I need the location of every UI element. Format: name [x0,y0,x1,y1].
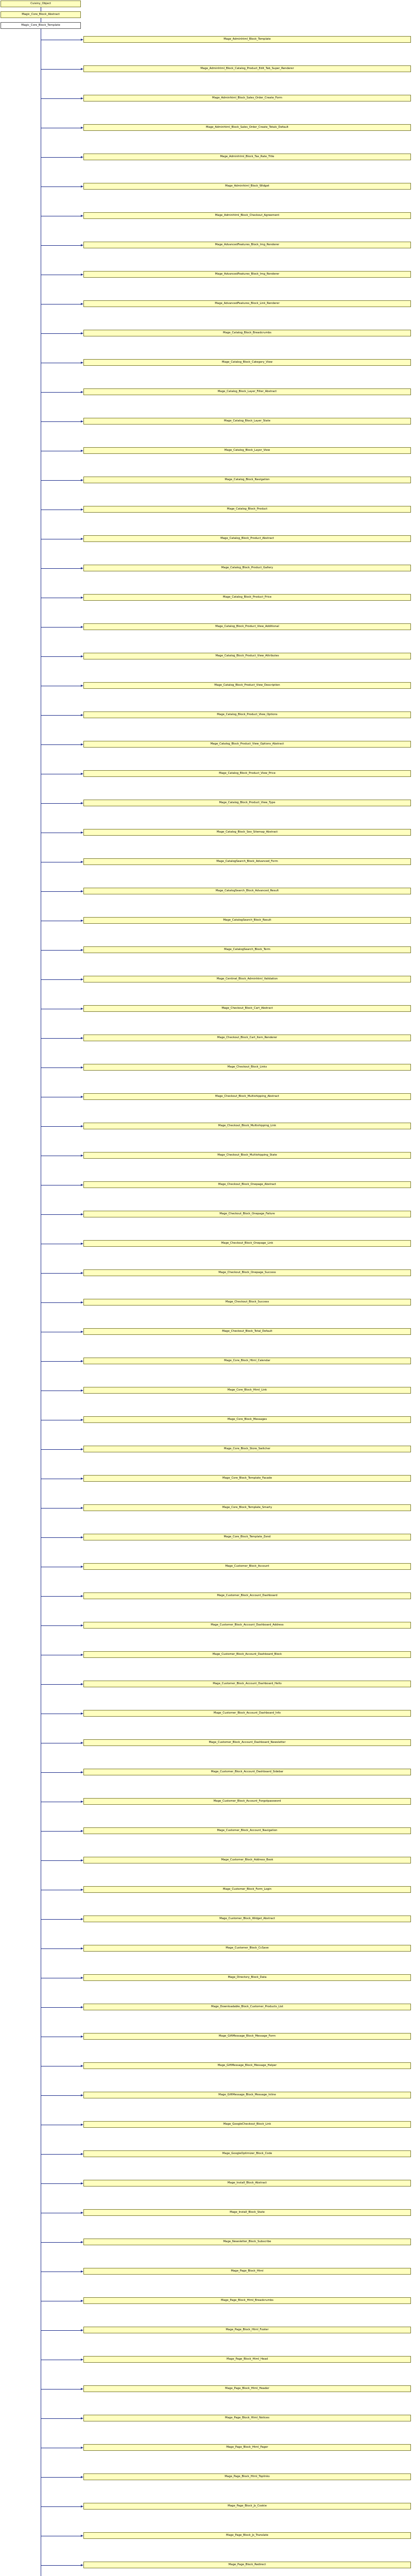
chain-class-box: Magic_Core_Block_Template [1,22,81,29]
child-class-box: Mage_Catalog_Block_Product_Gallery [83,565,411,571]
child-class-box: Mage_Adminhtml_Block_Sales_Order_Create_Totals_Default [83,124,411,131]
child-class-box: Mage_Page_Block_Redirect [83,2562,411,2568]
inheritance-connector [41,245,81,246]
inheritance-arrow-icon [81,2036,83,2038]
inheritance-connector [41,1537,81,1538]
child-class-box: Mage_Core_Block_Template_Facade [83,1475,411,1482]
child-class-box: Mage_Install_Block_State [83,2209,411,2216]
inheritance-arrow-icon [81,1859,83,1861]
inheritance-arrow-icon [81,68,83,70]
child-class-box: Mage_Page_Block_Html_Footer [83,2327,411,2333]
inheritance-arrow-icon [81,1624,83,1626]
inheritance-arrow-icon [81,2564,83,2566]
inheritance-arrow-icon [81,2505,83,2507]
child-class-box: Mage_Customer_Block_Account_Dashboard_Hello [83,1681,411,1687]
inheritance-arrow-icon [81,1742,83,1744]
child-class-box: Mage_Checkout_Block_Multishipping_Link [83,1123,411,1129]
inheritance-arrow-icon [81,2417,83,2419]
child-class-box: Mage_Install_Block_Abstract [83,2180,411,2187]
inheritance-arrow-icon [81,597,83,599]
inheritance-arrow-icon [81,1507,83,1509]
child-class-box: Mage_GiftMessage_Block_Message_Inline [83,2092,411,2098]
inheritance-arrow-icon [81,2359,83,2361]
inheritance-connector [41,333,81,334]
inheritance-arrow-icon [81,362,83,364]
child-class-box: Mage_AdvancedFeatures_Block_Img_Renderer [83,242,411,248]
inheritance-arrow-icon [81,2535,83,2537]
child-class-box: Mage_Downloadable_Block_Customer_Products_List [83,2004,411,2010]
child-class-box: Mage_Centinel_Block_Adminhtml_Validation [83,976,411,982]
inheritance-connector [41,891,81,892]
inheritance-connector [41,1596,81,1597]
child-class-box: Mage_Catalog_Block_Product_View_Price [83,770,411,777]
child-class-box: Mage_Customer_Block_Account_Dashboard_Block [83,1651,411,1658]
inheritance-arrow-icon [81,685,83,687]
child-class-box: Mage_Adminhtml_Block_Widget [83,183,411,190]
inheritance-arrow-icon [81,920,83,922]
child-class-box: Mage_Checkout_Block_Links [83,1064,411,1071]
child-class-box: Mage_Core_Block_Html_Calendar [83,1358,411,1364]
inheritance-arrow-icon [81,773,83,775]
inheritance-arrow-icon [81,97,83,99]
inheritance-arrow-icon [81,1213,83,1215]
child-class-box: Mage_Customer_Block_Account_Dashboard_Sidebar [83,1769,411,1775]
child-class-box: Mage_Page_Block_Js_Translate [83,2532,411,2539]
inheritance-arrow-icon [81,890,83,892]
child-class-box: Mage_Checkout_Block_Onepage_Success [83,1269,411,1276]
inheritance-arrow-icon [81,2006,83,2008]
inheritance-arrow-icon [81,1331,83,1333]
inheritance-arrow-icon [81,303,83,305]
inheritance-arrow-icon [81,479,83,481]
inheritance-connector [41,1126,81,1127]
inheritance-connector [41,627,81,628]
child-class-box: Mage_Catalog_Block_Product [83,506,411,513]
child-class-box: Mage_AdvancedFeatures_Block_Link_Renderer [83,300,411,307]
child-class-box: Mage_Customer_Block_Address_Book [83,1857,411,1863]
child-class-box: Mage_Customer_Block_CcSave [83,1945,411,1952]
child-class-box: Mage_Catalog_Block_Product_Abstract [83,535,411,542]
child-class-box: Mage_Catalog_Block_Layer_State [83,418,411,425]
inheritance-arrow-icon [81,714,83,716]
inheritance-arrow-icon [81,743,83,745]
child-class-box: Mage_CatalogSearch_Block_Result [83,917,411,924]
inheritance-connector [41,803,81,804]
child-class-box: Mage_CatalogSearch_Block_Advanced_Form [83,858,411,865]
inheritance-arrow-icon [81,1977,83,1979]
child-class-box: Mage_Core_Block_Template_Zend [83,1534,411,1540]
root-class-box: Cuisiny_Object [1,1,81,7]
child-class-box: Mage_Catalog_Block_Product_View_Attributes [83,653,411,659]
child-class-box: Mage_Customer_Block_Account_Dashboard [83,1592,411,1599]
chain-class-box: Magic_Core_Block_Abstract [1,11,81,18]
inheritance-connector [41,656,81,657]
inheritance-connector [41,1684,81,1685]
inheritance-connector [41,2007,81,2008]
inheritance-arrow-icon [81,1301,83,1303]
inheritance-arrow-icon [81,2329,83,2331]
child-class-box: Mage_Catalog_Block_Seo_Sitemap_Abstract [83,829,411,836]
inheritance-arrow-icon [81,655,83,657]
inheritance-connector [41,715,81,716]
inheritance-arrow-icon [81,332,83,334]
inheritance-arrow-icon [81,274,83,276]
inheritance-arrow-icon [81,185,83,188]
inheritance-arrow-icon [81,2153,83,2155]
child-class-box: Mage_AdvancedFeatures_Block_Img_Renderer [83,271,411,278]
child-class-box: Mage_Checkout_Block_Multishipping_Abstract [83,1093,411,1100]
inheritance-arrow-icon [81,1595,83,1597]
inheritance-connector [41,1860,81,1861]
child-class-box: Mage_Page_Block_Html_Toplinks [83,2473,411,2480]
inheritance-arrow-icon [81,538,83,540]
inheritance-connector [41,98,81,99]
inheritance-arrow-icon [81,1272,83,1274]
inheritance-arrow-icon [81,1389,83,1392]
inheritance-connector [41,1361,81,1362]
inheritance-connector [41,1038,81,1039]
child-class-box: Mage_Customer_Block_Account_Navigation [83,1827,411,1834]
inheritance-arrow-icon [81,450,83,452]
inheritance-connector [41,69,81,70]
child-class-box: Mage_Customer_Block_Account_Dashboard_Newsletter [83,1739,411,1746]
child-class-box: Mage_Customer_Block_Account [83,1563,411,1570]
inheritance-connector [41,950,81,951]
inheritance-connector [41,1067,81,1068]
child-class-box: Mage_Checkout_Block_Cart_Abstract [83,1005,411,1012]
child-class-box: Mage_Customer_Block_Widget_Abstract [83,1916,411,1922]
inheritance-arrow-icon [81,1066,83,1069]
inheritance-connector [41,744,81,745]
inheritance-arrow-icon [81,1096,83,1098]
inheritance-arrow-icon [81,1478,83,1480]
inheritance-connector [41,2095,81,2096]
inheritance-arrow-icon [81,1243,83,1245]
inheritance-arrow-icon [81,2270,83,2273]
inheritance-arrow-icon [81,1184,83,1186]
inheritance-connector [41,979,81,980]
inheritance-arrow-icon [81,2476,83,2478]
inheritance-arrow-icon [81,39,83,41]
inheritance-arrow-icon [81,1037,83,1039]
inheritance-connector [41,2418,81,2419]
inheritance-connector [41,1772,81,1773]
inheritance-arrow-icon [81,949,83,951]
child-class-box: Mage_Customer_Block_Account_Dashboard_Address [83,1622,411,1629]
inheritance-connector [41,157,81,158]
child-class-box: Mage_Adminhtml_Block_Sales_Order_Create_Form [83,95,411,101]
inheritance-arrow-icon [81,1771,83,1773]
inheritance-arrow-icon [81,1566,83,1568]
inheritance-connector [41,1831,81,1832]
inheritance-connector [41,2242,81,2243]
child-class-box: Mage_Page_Block_Html_Notices [83,2415,411,2421]
child-class-box: Mage_Catalog_Block_Category_View [83,359,411,366]
inheritance-connector [41,2183,81,2184]
inheritance-arrow-icon [81,509,83,511]
child-class-box: Mage_Checkout_Block_Success [83,1299,411,1306]
inheritance-connector [41,1508,81,1509]
child-class-box: Mage_Adminhtml_Block_Template [83,36,411,43]
inheritance-arrow-icon [81,626,83,628]
child-class-box: Mage_Page_Block_Html [83,2268,411,2275]
inheritance-arrow-icon [81,1683,83,1685]
inheritance-connector [41,2330,81,2331]
inheritance-arrow-icon [81,244,83,246]
child-class-box: Mage_Page_Block_Html_Header [83,2385,411,2392]
inheritance-connector [41,1625,81,1626]
child-class-box: Mage_Customer_Block_Account_Forgotpassword [83,1798,411,1805]
child-class-box: Mage_Catalog_Block_Layer_View [83,447,411,454]
child-class-box: Mage_Checkout_Block_Multishipping_State [83,1152,411,1159]
inheritance-arrow-icon [81,1536,83,1538]
child-class-box: Mage_Core_Block_Store_Switcher [83,1446,411,1452]
inheritance-arrow-icon [81,1360,83,1362]
inheritance-arrow-icon [81,1801,83,1803]
inheritance-arrow-icon [81,420,83,422]
inheritance-arrow-icon [81,2065,83,2067]
inheritance-arrow-icon [81,2300,83,2302]
child-class-box: Mage_Adminhtml_Block_Catalog_Product_Edit_Tab_Super_Renderer [83,65,411,72]
inheritance-arrow-icon [81,1008,83,1010]
inheritance-arrow-icon [81,978,83,980]
inheritance-connector [41,568,81,569]
inheritance-arrow-icon [81,861,83,863]
child-class-box: Mage_Checkout_Block_Onepage_Failure [83,1211,411,1217]
child-class-box: Mage_Core_Block_Template_Smarty [83,1504,411,1511]
inheritance-arrow-icon [81,1448,83,1450]
inheritance-arrow-icon [81,2212,83,2214]
inheritance-connector [41,392,81,393]
inheritance-arrow-icon [81,2094,83,2096]
child-class-box: Mage_Checkout_Block_Onepage_Abstract [83,1181,411,1188]
child-class-box: Mage_Checkout_Block_Total_Default [83,1328,411,1335]
inheritance-arrow-icon [81,1830,83,1832]
inheritance-connector [41,1948,81,1949]
inheritance-arrow-icon [81,391,83,393]
inheritance-arrow-icon [81,1419,83,1421]
child-class-box: Mage_Checkout_Block_Cart_Item_Renderer [83,1035,411,1041]
inheritance-connector [41,1919,81,1920]
inheritance-arrow-icon [81,2388,83,2390]
child-class-box: Mage_Catalog_Block_Product_View_Additional [83,623,411,630]
child-class-box: Mage_Adminhtml_Block_Checkout_Agreement [83,212,411,219]
child-class-box: Mage_Checkout_Block_Onepage_Link [83,1240,411,1247]
inheritance-connector [41,421,81,422]
inheritance-arrow-icon [81,1713,83,1715]
inheritance-connector [41,1449,81,1450]
child-class-box: Mage_GiftMessage_Block_Message_Form [83,2033,411,2040]
child-class-box: Mage_Catalog_Block_Product_Price [83,594,411,601]
child-class-box: Mage_Customer_Block_Account_Dashboard_Info [83,1710,411,1717]
inheritance-arrow-icon [81,802,83,804]
inheritance-arrow-icon [81,1947,83,1950]
child-class-box: Mage_Page_Block_Html_Pager [83,2444,411,2451]
inheritance-connector [41,480,81,481]
child-class-box: Mage_Directory_Block_Data [83,1974,411,1981]
inheritance-arrow-icon [81,1654,83,1656]
inheritance-arrow-icon [81,2124,83,2126]
child-class-box: Mage_Catalog_Block_Layer_Filter_Abstract [83,388,411,395]
inheritance-connector [41,2154,81,2155]
child-class-box: Mage_CatalogSearch_Block_Term [83,946,411,953]
inheritance-connector [41,2477,81,2478]
inheritance-arrow-icon [81,567,83,569]
inheritance-connector [41,2506,81,2507]
inheritance-arrow-icon [81,127,83,129]
child-class-box: Mage_Core_Block_Html_Link [83,1387,411,1394]
child-class-box: Mage_Catalog_Block_Navigation [83,477,411,483]
child-class-box: Mage_Core_Block_Messages [83,1416,411,1423]
inheritance-arrow-icon [81,156,83,158]
inheritance-arrow-icon [81,2182,83,2184]
inheritance-arrow-icon [81,2447,83,2449]
child-class-box: Mage_Newsletter_Block_Subscribe [83,2239,411,2245]
child-class-box: Mage_GoogleCheckout_Block_Link [83,2121,411,2128]
child-class-box: Mage_Catalog_Block_Product_View_Description [83,682,411,689]
child-class-box: Mage_GoogleOptimizer_Block_Code [83,2150,411,2157]
inheritance-arrow-icon [81,1125,83,1127]
inheritance-connector [41,2565,81,2566]
child-class-box: Mage_Catalog_Block_Product_View_Options_Abstract [83,741,411,748]
inheritance-arrow-icon [81,2241,83,2243]
inheritance-arrow-icon [81,832,83,834]
child-class-box: Mage_Page_Block_Html_Breadcrumbs [83,2297,411,2304]
child-class-box: Mage_Page_Block_Html_Head [83,2356,411,2363]
child-class-box: Mage_Catalog_Block_Breadcrumbs [83,330,411,336]
inheritance-arrow-icon [81,1918,83,1920]
child-class-box: Mage_Customer_Block_Form_Login [83,1886,411,1893]
inheritance-connector [41,1273,81,1274]
child-class-box: Mage_Page_Block_Js_Cookie [83,2503,411,2510]
inheritance-connector [41,1302,81,1303]
inheritance-arrow-icon [81,1889,83,1891]
inheritance-connector [41,1214,81,1215]
child-class-box: Mage_Catalog_Block_Product_View_Type [83,800,411,806]
child-class-box: Mage_CatalogSearch_Block_Advanced_Result [83,888,411,894]
inheritance-arrow-icon [81,1155,83,1157]
inheritance-arrow-icon [81,215,83,217]
child-class-box: Mage_Catalog_Block_Product_View_Options [83,711,411,718]
child-class-box: Mage_Adminhtml_Block_Tax_Rate_Title [83,154,411,160]
child-class-box: Mage_GiftMessage_Block_Message_Helper [83,2062,411,2069]
